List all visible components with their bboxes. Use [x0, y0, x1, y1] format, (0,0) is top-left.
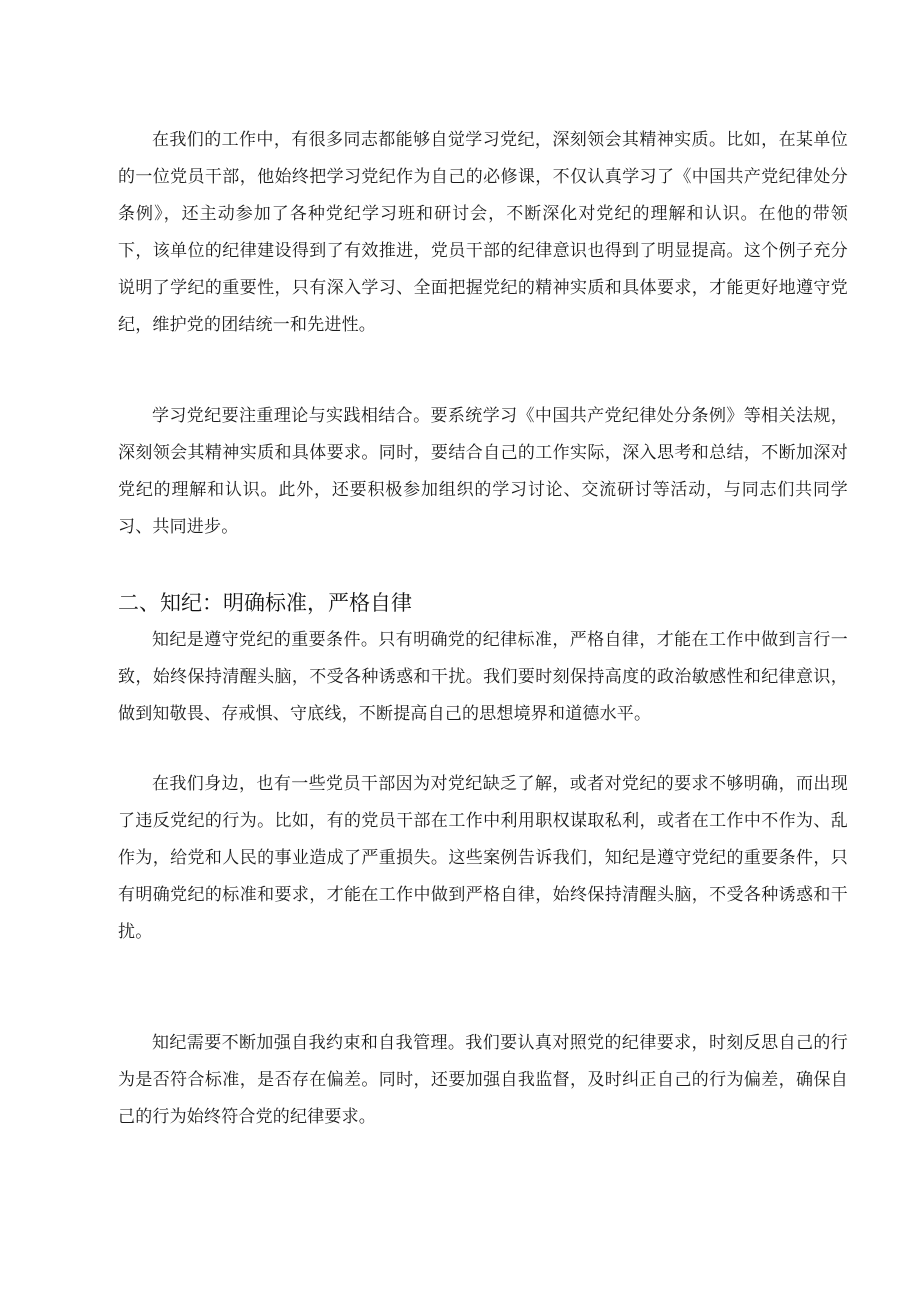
body-paragraph: 知纪是遵守党纪的重要条件。只有明确党的纪律标准，严格自律，才能在工作中做到言行一致，始终保持清醒头脑，不受各种诱惑和干扰。我们要时刻保持高度的政治敏感性和纪律意识，做到知敬畏、存戒惧、守底线，不断提高自己的思想境界和道德水平。	[118, 630, 848, 724]
section-heading: 二、知纪：明确标准，严格自律	[118, 591, 412, 615]
body-paragraph: 知纪需要不断加强自我约束和自我管理。我们要认真对照党的纪律要求，时刻反思自己的行为是否符合标准，是否存在偏差。同时，还要加强自我监督，及时纠正自己的行为偏差，确保自己的行为始终符合党的纪律要求。	[118, 1033, 848, 1127]
body-paragraph: 在我们身边，也有一些党员干部因为对党纪缺乏了解，或者对党纪的要求不够明确，而出现了违反党纪的行为。比如，有的党员干部在工作中利用职权谋取私利，或者在工作中不作为、乱作为，给党和人民的事业造成了严重损失。这些案例告诉我们，知纪是遵守党纪的重要条件，只有明确党纪的标准和要求，才能在工作中做到严格自律，始终保持清醒头脑，不受各种诱惑和干扰。	[118, 774, 848, 942]
body-paragraph: 在我们的工作中，有很多同志都能够自觉学习党纪，深刻领会其精神实质。比如，在某单位的一位党员干部，他始终把学习党纪作为自己的必修课，不仅认真学习了《中国共产党纪律处分条例》，还主动参加了各种党纪学习班和研讨会，不断深化对党纪的理解和认识。在他的带领下，该单位的纪律建设得到了有效推进，党员干部的纪律意识也得到了明显提高。这个例子充分说明了学纪的重要性，只有深入学习、全面把握党纪的精神实质和具体要求，才能更好地遵守党纪，维护党的团结统一和先进性。	[118, 130, 848, 335]
body-paragraph: 学习党纪要注重理论与实践相结合。要系统学习《中国共产党纪律处分条例》等相关法规，深刻领会其精神实质和具体要求。同时，要结合自己的工作实际，深入思考和总结，不断加深对党纪的理解和认识。此外，还要积极参加组织的学习讨论、交流研讨等活动，与同志们共同学习、共同进步。	[118, 406, 848, 537]
